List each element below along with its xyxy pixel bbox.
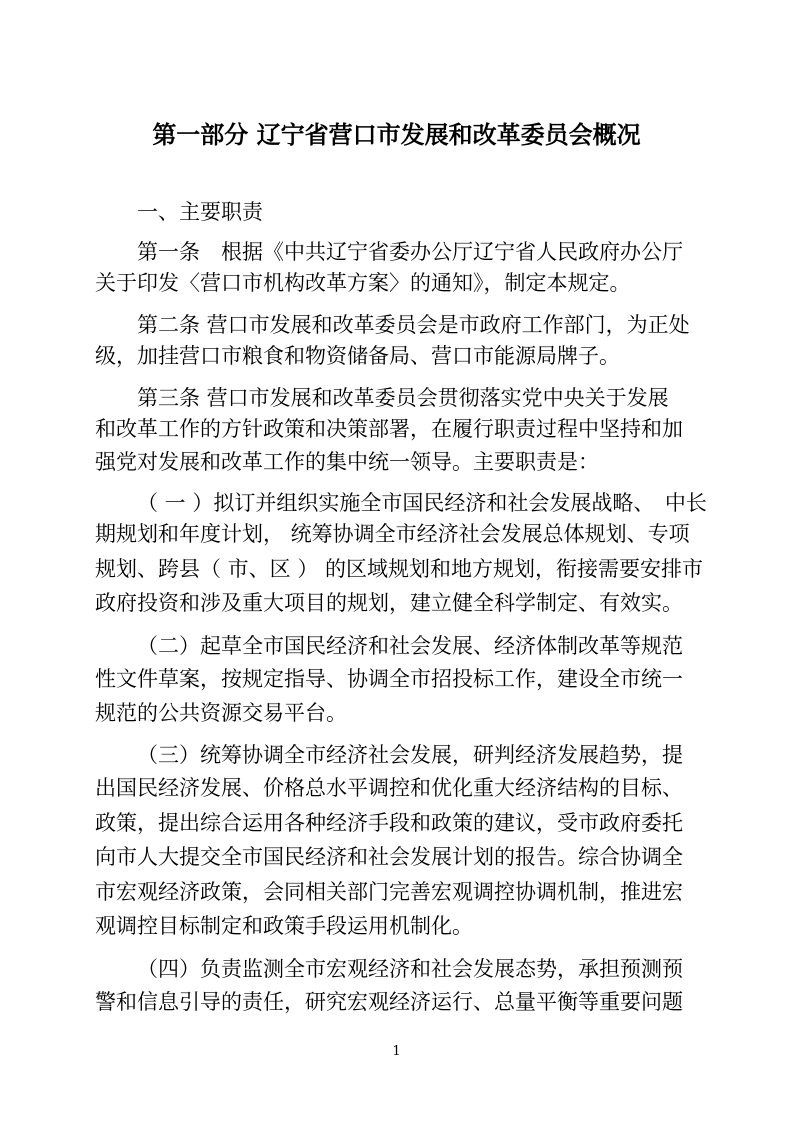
paragraph-line: 第二条 营口市发展和改革委员会是市政府工作部门，为正处 — [137, 313, 690, 337]
paragraph-line: （三）统筹协调全市经济社会发展，研判经济发展趋势，提 — [137, 743, 683, 767]
page-number: 1 — [392, 1044, 401, 1059]
paragraph-line: 级，加挂营口市粮食和物资储备局、营口市能源局牌子。 — [95, 344, 620, 368]
paragraph-line: （四）负责监测全市宏观经济和社会发展态势，承担预测预 — [137, 957, 683, 981]
paragraph-line: 市宏观经济政策，会同相关部门完善宏观调控协调机制，推进宏 — [95, 880, 683, 904]
paragraph-line: 警和信息引导的责任，研究宏观经济运行、总量平衡等重要问题 — [95, 990, 683, 1014]
document-title: 第一部分 辽宁省营口市发展和改革委员会概况 — [152, 121, 641, 149]
paragraph-line: 出国民经济发展、价格总水平调控和优化重大经济结构的目标、 — [95, 776, 683, 800]
paragraph-line: 性文件草案，按规定指导、协调全市招投标工作，建设全市统一 — [95, 667, 683, 691]
paragraph-line: 规范的公共资源交易平台。 — [95, 701, 347, 725]
paragraph-line: 向市人大提交全市国民经济和社会发展计划的报告。综合协调全 — [95, 845, 683, 869]
paragraph-line: 期规划和年度计划， 统筹协调全市经济社会发展总体规划、专项 — [95, 522, 690, 546]
paragraph-line: 和改革工作的方针政策和决策部署，在履行职责过程中坚持和加 — [95, 417, 683, 441]
paragraph-line: 观调控目标制定和政策手段运用机制化。 — [95, 914, 473, 938]
paragraph-line: 第三条 营口市发展和改革委员会贯彻落实党中央关于发展 — [137, 386, 669, 410]
paragraph-line: 强党对发展和改革工作的集中统一领导。主要职责是： — [95, 450, 599, 474]
paragraph-line: 关于印发〈营口市机构改革方案〉的通知》，制定本规定。 — [95, 271, 631, 295]
paragraph-line: （二）起草全市国民经济和社会发展、经济体制改革等规范 — [137, 634, 683, 658]
paragraph-line: （ 一 ）拟订并组织实施全市国民经济和社会发展战略、 中长 — [137, 491, 707, 515]
paragraph-line: 规划、跨县（ 市、区 ） 的区域规划和地方规划，衔接需要安排市 — [95, 557, 704, 581]
section-heading: 一、主要职责 — [137, 200, 263, 224]
paragraph-line: 政府投资和涉及重大项目的规划，建立健全科学制定、有效实。 — [95, 591, 683, 615]
paragraph-line: 政策，提出综合运用各种经济手段和政策的建议，受市政府委托 — [95, 811, 683, 835]
paragraph-line: 第一条 根据《中共辽宁省委办公厅辽宁省人民政府办公厅 — [137, 240, 683, 264]
